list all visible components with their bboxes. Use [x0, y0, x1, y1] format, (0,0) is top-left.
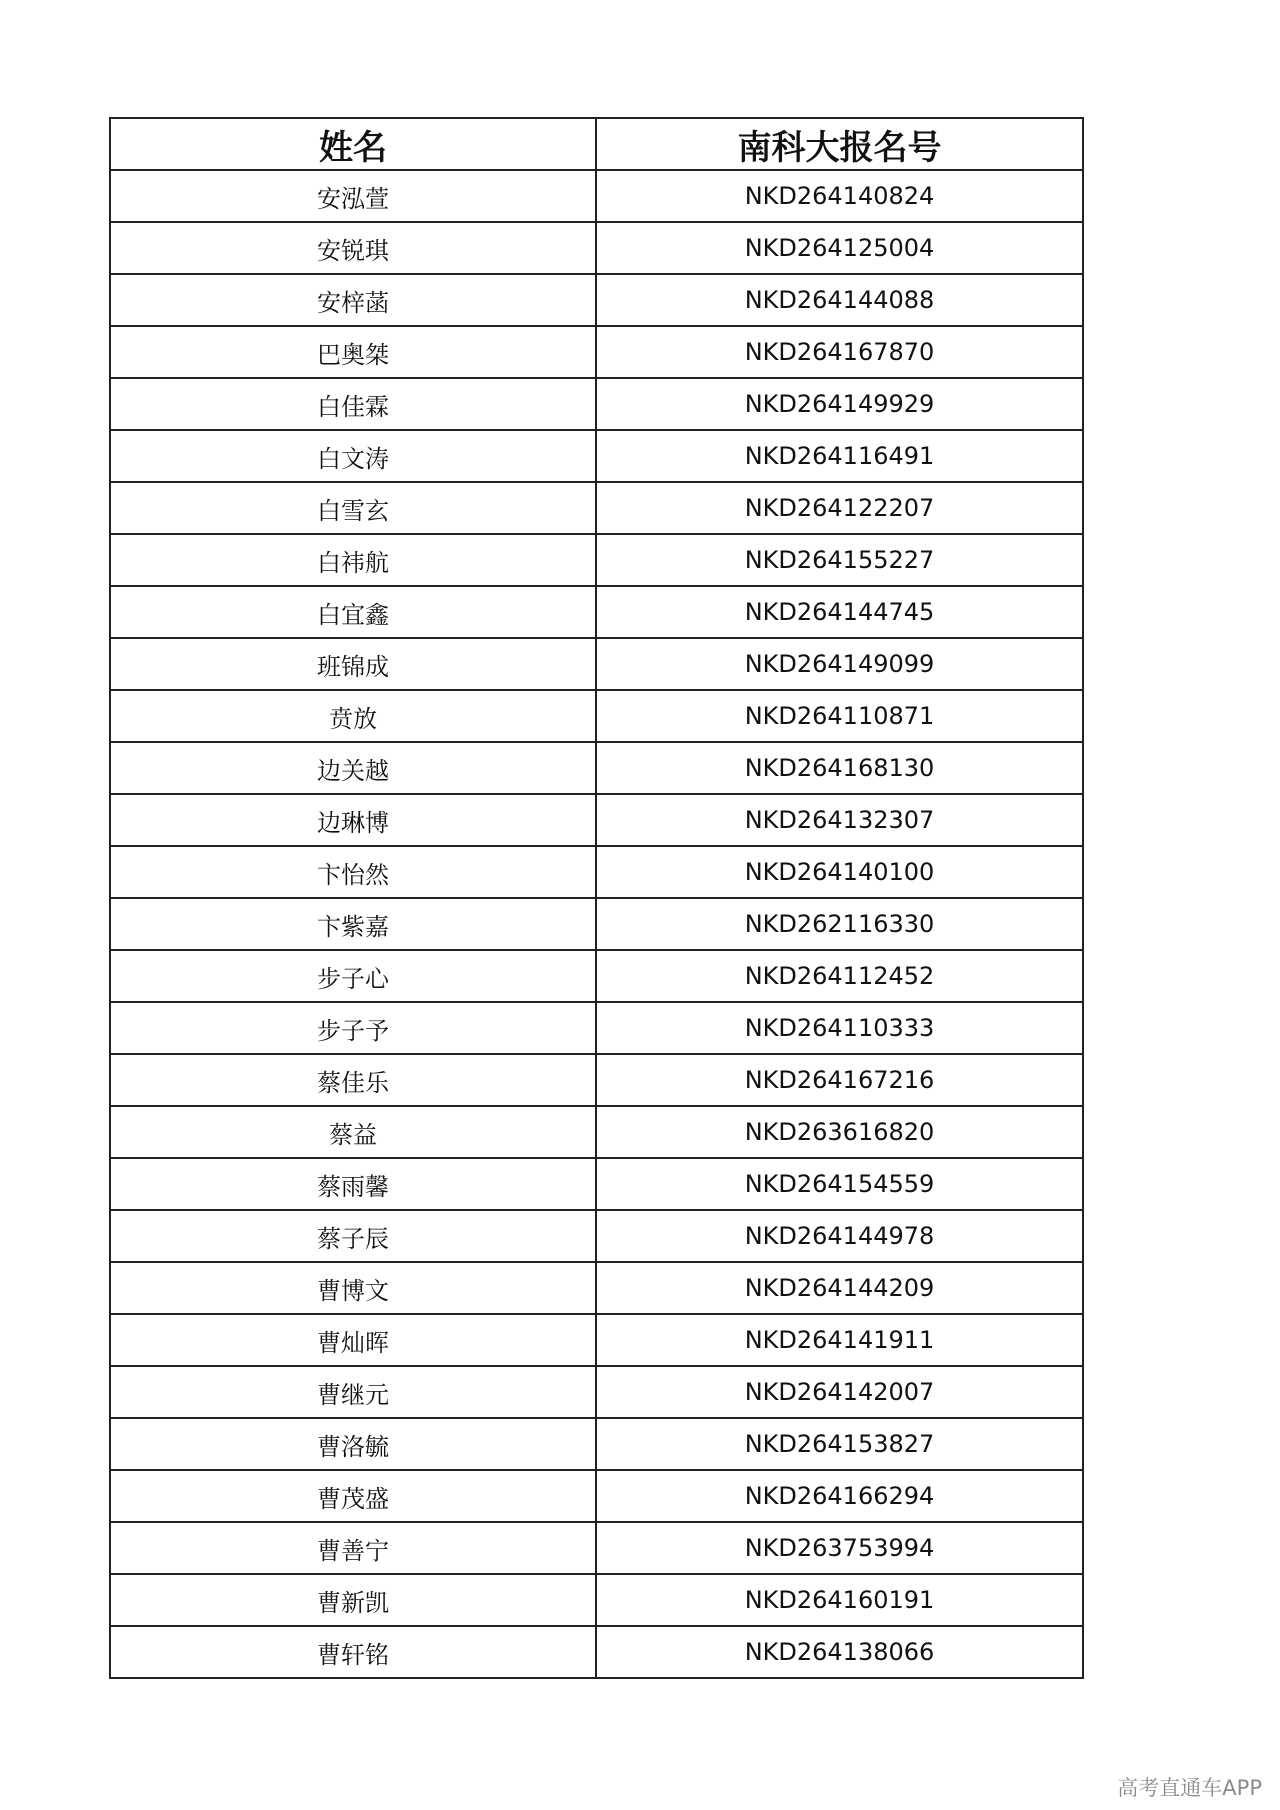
cell-name: 安泓萱: [110, 170, 596, 222]
table-row: [110, 1626, 1083, 1678]
table-row: [110, 222, 1083, 274]
cell-name: 步子心: [110, 950, 596, 1002]
table-row: [110, 638, 1083, 690]
cell-registration-number: NKD263753994: [596, 1522, 1083, 1574]
cell-name: 边关越: [110, 742, 596, 794]
cell-registration-number: NKD264149099: [596, 638, 1083, 690]
roster-table: [109, 117, 1084, 1679]
cell-name: 卞怡然: [110, 846, 596, 898]
table-row: [110, 1418, 1083, 1470]
table-row: [110, 1210, 1083, 1262]
cell-name: 巴奥桀: [110, 326, 596, 378]
cell-registration-number: NKD264160191: [596, 1574, 1083, 1626]
table-row: [110, 586, 1083, 638]
table-row: [110, 170, 1083, 222]
cell-name: 曹灿晖: [110, 1314, 596, 1366]
cell-registration-number: NKD264144745: [596, 586, 1083, 638]
table-row: [110, 1106, 1083, 1158]
cell-registration-number: NKD264110333: [596, 1002, 1083, 1054]
cell-registration-number: NKD264155227: [596, 534, 1083, 586]
table-row: [110, 1314, 1083, 1366]
table-row: [110, 742, 1083, 794]
cell-name: 曹继元: [110, 1366, 596, 1418]
cell-name: 步子予: [110, 1002, 596, 1054]
cell-registration-number: NKD264167870: [596, 326, 1083, 378]
cell-name: 曹洛毓: [110, 1418, 596, 1470]
cell-registration-number: NKD264112452: [596, 950, 1083, 1002]
cell-name: 曹善宁: [110, 1522, 596, 1574]
table-row: [110, 378, 1083, 430]
table-row: [110, 1054, 1083, 1106]
cell-registration-number: NKD264167216: [596, 1054, 1083, 1106]
header-row: [110, 118, 1083, 170]
cell-name: 白雪玄: [110, 482, 596, 534]
cell-registration-number: NKD264153827: [596, 1418, 1083, 1470]
table-row: [110, 950, 1083, 1002]
cell-name: 白文涛: [110, 430, 596, 482]
table-row: [110, 794, 1083, 846]
table-row: [110, 430, 1083, 482]
cell-name: 蔡益: [110, 1106, 596, 1158]
table-row: [110, 1574, 1083, 1626]
table-row: [110, 274, 1083, 326]
table-row: [110, 482, 1083, 534]
table-header: [110, 118, 1083, 170]
cell-name: 安梓菡: [110, 274, 596, 326]
cell-registration-number: NKD264138066: [596, 1626, 1083, 1678]
cell-registration-number: NKD264116491: [596, 430, 1083, 482]
cell-registration-number: NKD264149929: [596, 378, 1083, 430]
cell-registration-number: NKD264144209: [596, 1262, 1083, 1314]
cell-name: 班锦成: [110, 638, 596, 690]
table-body: [110, 170, 1083, 1678]
table-row: [110, 1002, 1083, 1054]
cell-name: 蔡雨馨: [110, 1158, 596, 1210]
cell-registration-number: NKD264141911: [596, 1314, 1083, 1366]
cell-registration-number: NKD264168130: [596, 742, 1083, 794]
cell-name: 蔡佳乐: [110, 1054, 596, 1106]
table-row: [110, 1262, 1083, 1314]
cell-name: 曹轩铭: [110, 1626, 596, 1678]
cell-name: 曹新凯: [110, 1574, 596, 1626]
cell-name: 白宜鑫: [110, 586, 596, 638]
table-row: [110, 1366, 1083, 1418]
cell-registration-number: NKD264122207: [596, 482, 1083, 534]
cell-registration-number: NKD264166294: [596, 1470, 1083, 1522]
watermark: 高考直通车APP: [1117, 1776, 1262, 1800]
cell-registration-number: NKD264132307: [596, 794, 1083, 846]
cell-registration-number: NKD264144088: [596, 274, 1083, 326]
header-registration-number: 南科大报名号: [596, 118, 1083, 170]
cell-registration-number: NKD263616820: [596, 1106, 1083, 1158]
cell-name: 边琳博: [110, 794, 596, 846]
cell-name: 蔡子辰: [110, 1210, 596, 1262]
table-row: [110, 1158, 1083, 1210]
table-row: [110, 1522, 1083, 1574]
table-row: [110, 690, 1083, 742]
cell-name: 安锐琪: [110, 222, 596, 274]
cell-registration-number: NKD264110871: [596, 690, 1083, 742]
cell-name: 曹博文: [110, 1262, 596, 1314]
cell-registration-number: NKD264142007: [596, 1366, 1083, 1418]
cell-name: 白佳霖: [110, 378, 596, 430]
cell-name: 白祎航: [110, 534, 596, 586]
cell-registration-number: NKD264154559: [596, 1158, 1083, 1210]
table-row: [110, 846, 1083, 898]
cell-name: 卞紫嘉: [110, 898, 596, 950]
header-name: 姓名: [110, 118, 596, 170]
cell-registration-number: NKD262116330: [596, 898, 1083, 950]
cell-name: 曹茂盛: [110, 1470, 596, 1522]
cell-name: 贲放: [110, 690, 596, 742]
table-row: [110, 1470, 1083, 1522]
cell-registration-number: NKD264140100: [596, 846, 1083, 898]
table-row: [110, 898, 1083, 950]
cell-registration-number: NKD264125004: [596, 222, 1083, 274]
table-row: [110, 534, 1083, 586]
cell-registration-number: NKD264140824: [596, 170, 1083, 222]
table-row: [110, 326, 1083, 378]
cell-registration-number: NKD264144978: [596, 1210, 1083, 1262]
